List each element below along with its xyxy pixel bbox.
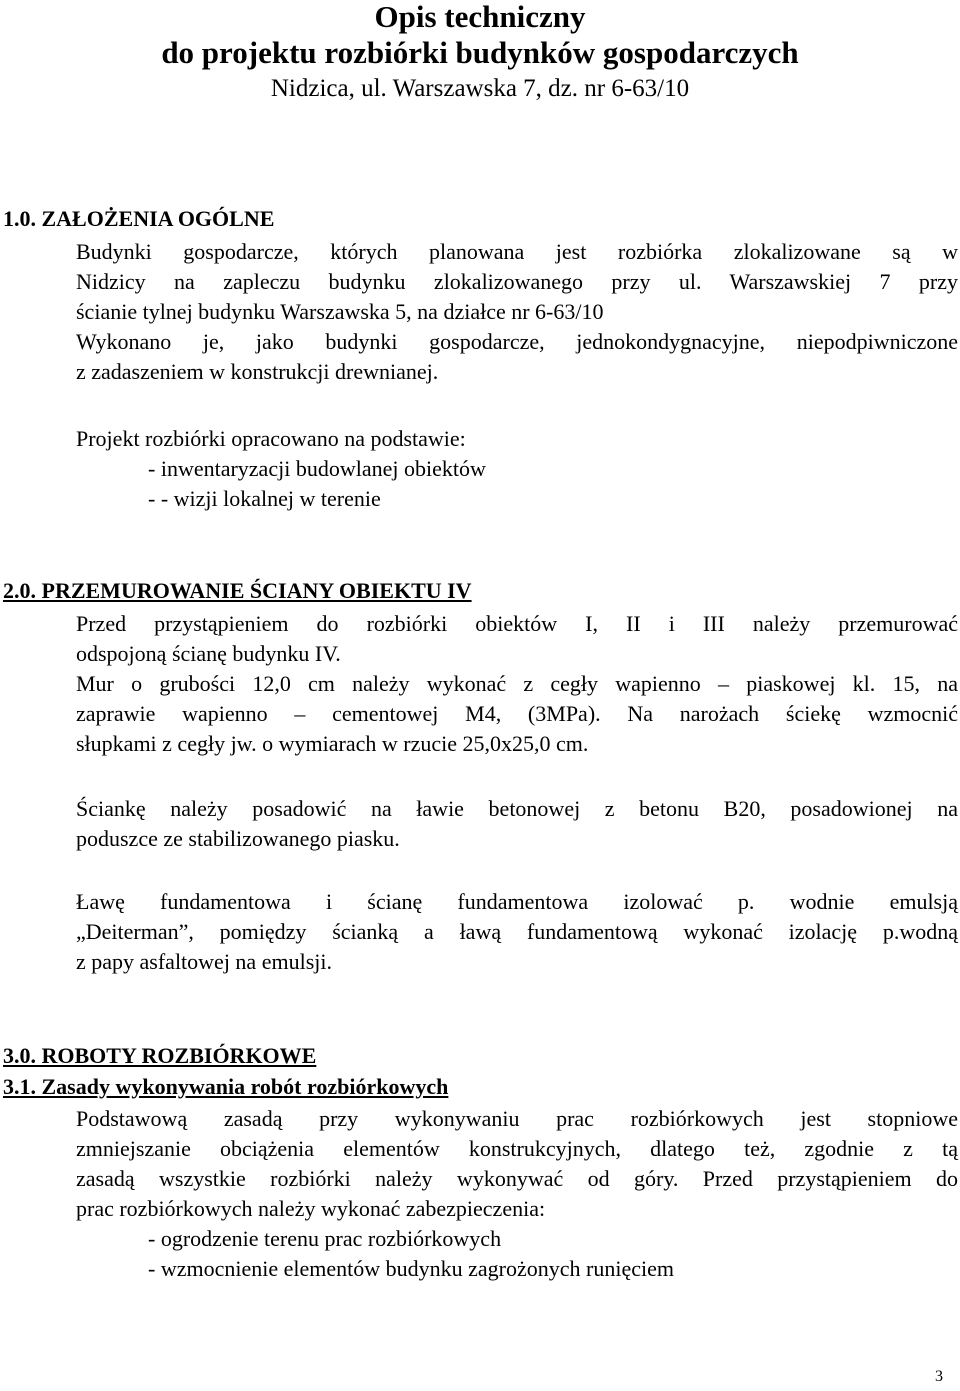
text-line: zmniejszanie obciążenia elementów konstrukcyjnych, dlatego też, zgodnie z tą bbox=[76, 1136, 958, 1161]
document-title bbox=[0, 0, 960, 105]
text-line: Budynki gospodarcze, których planowana jest rozbiórka zlokalizowane są w bbox=[76, 239, 958, 264]
text-line: Podstawową zasadą przy wykonywaniu prac rozbiórkowych jest stopniowe bbox=[76, 1106, 958, 1131]
section-3-1-subheading: 3.1. Zasady wykonywania robót rozbiórkowych bbox=[3, 1074, 449, 1099]
page-number: 3 bbox=[935, 1368, 943, 1385]
section-1-heading: 1.0. ZAŁOŻENIA OGÓLNE bbox=[3, 206, 275, 231]
text-line: zasadą wszystkie rozbiórki należy wykonywać od góry. Przed przystąpieniem do bbox=[76, 1166, 958, 1191]
title-line-1: Opis techniczny bbox=[374, 0, 586, 34]
text-line: Ławę fundamentowa i ścianę fundamentowa izolować p. wodnie emulsją bbox=[76, 889, 958, 914]
text-line: Projekt rozbiórki opracowano na podstawie: bbox=[76, 426, 466, 451]
title-line-2: do projektu rozbiórki budynków gospodarczych bbox=[161, 35, 799, 70]
text-line: poduszce ze stabilizowanego piasku. bbox=[76, 826, 400, 851]
text-line: „Deiterman”, pomiędzy ścianką a ławą fundamentową wykonać izolację p.wodną bbox=[76, 919, 958, 944]
text-line: z zadaszeniem w konstrukcji drewnianej. bbox=[76, 359, 439, 384]
title-line-3: Nidzica, ul. Warszawska 7, dz. nr 6-63/10 bbox=[270, 75, 690, 102]
text-line: Ściankę należy posadowić na ławie betonowej z betonu B20, posadowionej na bbox=[76, 796, 958, 821]
section-2-paragraph-1 bbox=[76, 609, 958, 759]
text-line: z papy asfaltowej na emulsji. bbox=[76, 949, 332, 974]
section-2-heading: 2.0. PRZEMUROWANIE ŚCIANY OBIEKTU IV bbox=[3, 578, 472, 603]
text-line: ścianie tylnej budynku Warszawska 5, na działce nr 6-63/10 bbox=[76, 299, 604, 324]
text-line: Mur o grubości 12,0 cm należy wykonać z cegły wapienno – piaskowej kl. 15, na bbox=[76, 671, 958, 696]
text-line: Nidzicy na zapleczu budynku zlokalizowanego przy ul. Warszawskiej 7 przy bbox=[76, 269, 958, 294]
list-item: - inwentaryzacji budowlanej obiektów bbox=[148, 456, 486, 481]
list-item: - wzmocnienie elementów budynku zagrożonych runięciem bbox=[148, 1256, 674, 1281]
section-3-paragraph-1 bbox=[76, 1104, 958, 1284]
list-item: - - wizji lokalnej w terenie bbox=[148, 486, 381, 511]
text-line: odspojoną ścianę budynku IV. bbox=[76, 641, 341, 666]
section-2-paragraph-2 bbox=[76, 794, 958, 854]
section-1-paragraph-1 bbox=[76, 237, 958, 387]
text-line: zaprawie wapienno – cementowej M4, (3MPa). Na narożach ściekę wzmocnić bbox=[76, 701, 958, 726]
text-line: prac rozbiórkowych należy wykonać zabezpieczenia: bbox=[76, 1196, 546, 1221]
text-line: Wykonano je, jako budynki gospodarcze, jednokondygnacyjne, niepodpiwniczone bbox=[76, 329, 958, 354]
list-item: - ogrodzenie terenu prac rozbiórkowych bbox=[148, 1226, 502, 1251]
text-line: Przed przystąpieniem do rozbiórki obiektów I, II i III należy przemurować bbox=[76, 611, 958, 636]
section-3-heading: 3.0. ROBOTY ROZBIÓRKOWE bbox=[3, 1043, 317, 1068]
section-1-paragraph-2 bbox=[76, 424, 958, 514]
section-2-paragraph-3 bbox=[76, 887, 958, 977]
text-line: słupkami z cegły jw. o wymiarach w rzucie 25,0x25,0 cm. bbox=[76, 731, 589, 756]
